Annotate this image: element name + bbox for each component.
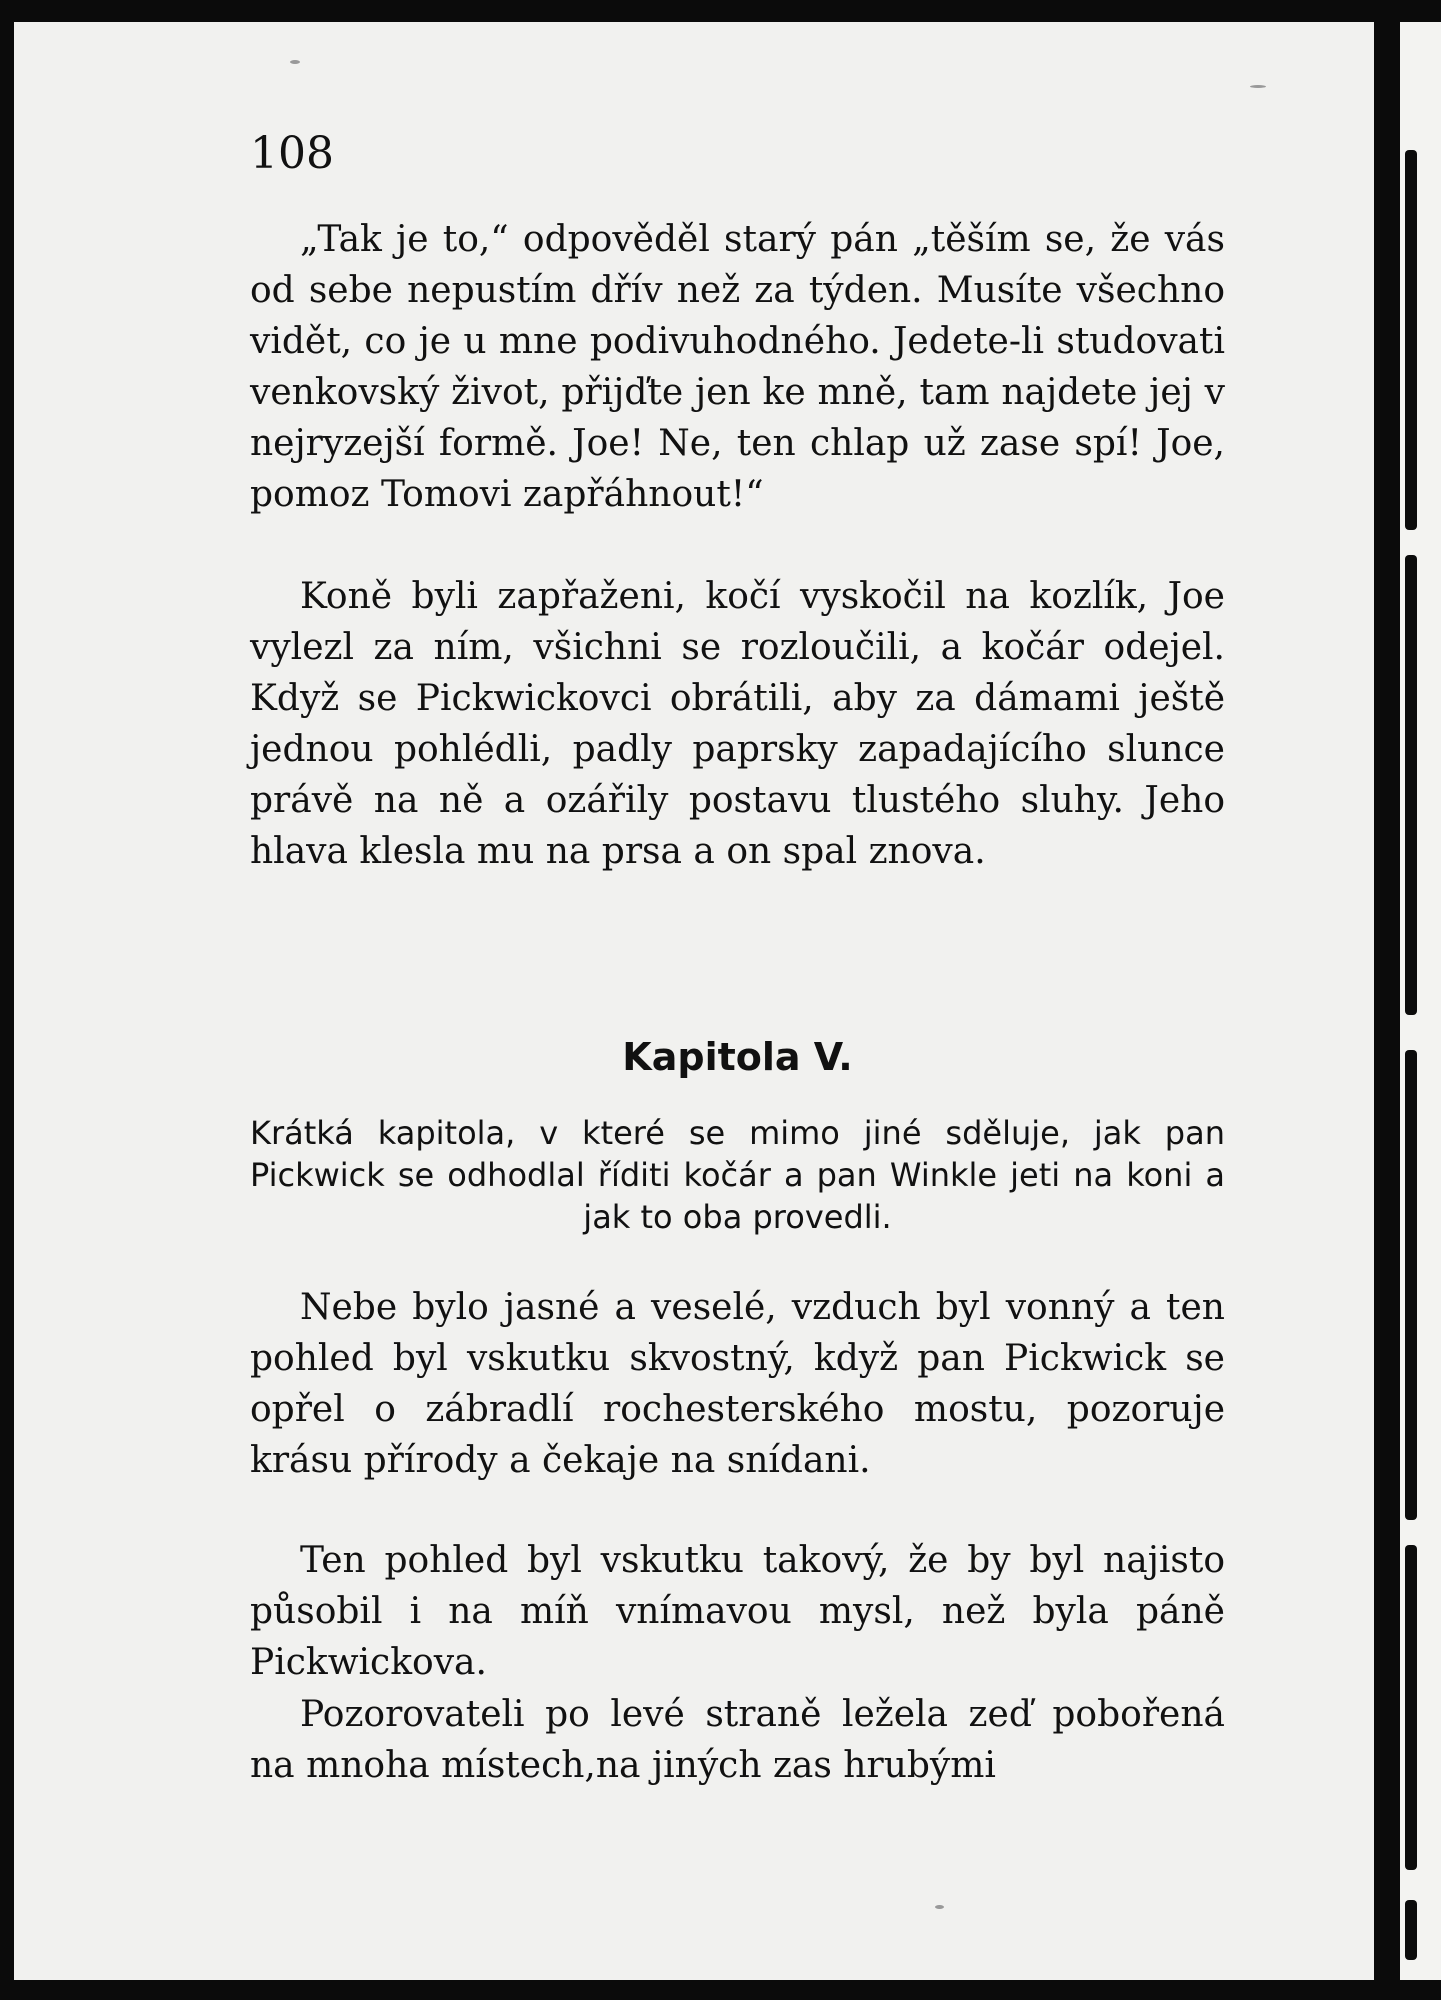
binding-shadow (1405, 150, 1417, 530)
binding-shadow (1405, 1900, 1417, 1960)
binding-shadow (1405, 555, 1417, 1015)
chapter-title: Kapitola V. (622, 1035, 853, 1079)
paper-speck (1250, 85, 1266, 88)
paragraph: Koně byli zapřaženi, kočí vyskočil na kozlík, Joe vylezl za ním, všichni se rozloučili, a kočár odejel. Když se Pickwickovci obrátili, aby za dámami ještě jednou pohlédli, padly paprsky zapadajícího slunce právě na ně a ozářily postavu tlustého sluhy. Jeho hlava klesla mu na prsa a on spal znova. (250, 576, 1225, 872)
binding-shadow (1405, 1545, 1417, 1870)
paragraph: „Tak je to,“ odpověděl starý pán „těším se, že vás od sebe nepustím dřív než za týden. Musíte všechno vidět, co je u mne podivuhodného. Jedete-li studovati venkovský život, přijďte jen ke mně, tam najdete jej v nejryzejší formě. Joe! Ne, ten chlap už zase spí! Joe, pomoz Tomovi zapřáhnout!“ (250, 219, 1225, 515)
chapter-summary: Krátká kapitola, v které se mimo jiné sděluje, jak pan Pickwick se odhodlal říditi kočár a pan Winkle jeti na koni a jak to oba provedli. (250, 1114, 1225, 1236)
paragraph: Ten pohled byl vskutku takový, že by byl najisto působil i na míň vnímavou mysl, než byla páně Pickwickova. (250, 1540, 1225, 1683)
binding-shadow (1405, 1050, 1417, 1520)
paper-speck (290, 60, 300, 64)
paper-speck (935, 1905, 944, 1909)
page-number: 108 (250, 128, 334, 179)
paragraph: Nebe bylo jasné a veselé, vzduch byl vonný a ten pohled byl vskutku skvostný, když pan Pickwick se opřel o zábradlí rochesterského mostu, pozoruje krásu přírody a čekaje na snídani. (250, 1287, 1225, 1481)
paragraph: Pozorovateli po levé straně ležela zeď pobořená na mnoha místech,na jiných zas hrubými (250, 1694, 1225, 1786)
